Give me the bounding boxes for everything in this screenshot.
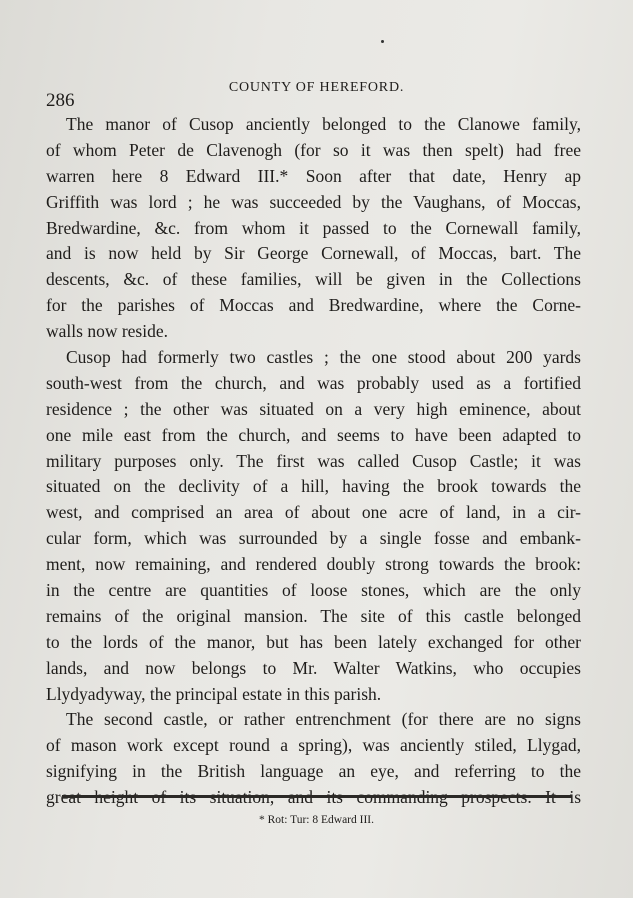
text-line: ment, now remaining, and rendered doubly strong towards the brook: (46, 554, 581, 575)
text-line: signifying in the British language an eye, and referring to the (46, 761, 581, 782)
text-line: The manor of Cusop anciently belonged to the Clanowe family, (66, 114, 581, 134)
text-line: cular form, which was surrounded by a single fosse and embank- (46, 528, 581, 549)
text-line: Llydyadyway, the principal estate in this parish. (46, 683, 382, 704)
text-line: military purposes only. The first was called Cusop Castle; it was (46, 450, 581, 471)
text-line: descents, &c. of these families, will be given in the Collections (46, 269, 581, 290)
body-text (46, 112, 581, 811)
text-line: great height of its situation, and its commanding prospects. It is (46, 787, 581, 808)
text-line: situated on the declivity of a hill, having the brook towards the (46, 476, 581, 497)
text-line: remains of the original mansion. The site of this castle belonged (46, 605, 581, 626)
text-line: and is now held by Sir George Cornewall, of Moccas, bart. The (46, 243, 581, 264)
text-line: Bredwardine, &c. from whom it passed to the Cornewall family, (46, 217, 581, 238)
page-number: 286 (46, 90, 75, 111)
text-line: one mile east from the church, and seems to have been adapted to (46, 424, 581, 445)
text-line: in the centre are quantities of loose stones, which are the only (46, 580, 581, 601)
footnote: * Rot: Tur: 8 Edward III. (259, 814, 374, 826)
ink-speck (381, 40, 384, 43)
text-line: Cusop had formerly two castles ; the one stood about 200 yards (66, 347, 581, 368)
text-line: south-west from the church, and was probably used as a fortified (46, 372, 581, 393)
text-line: walls now reside. (46, 321, 168, 342)
text-line: residence ; the other was situated on a very high eminence, about (46, 398, 581, 419)
text-line: The second castle, or rather entrenchment (for there are no signs (66, 709, 581, 730)
text-line: to the lords of the manor, but has been lately exchanged for other (46, 631, 581, 652)
text-line: of mason work except round a spring), was anciently stiled, Llygad, (46, 735, 581, 756)
text-line: west, and comprised an area of about one acre of land, in a cir- (46, 502, 581, 523)
text-line: lands, and now belongs to Mr. Walter Watkins, who occupies (46, 657, 581, 678)
text-line: warren here 8 Edward III.* Soon after that date, Henry ap (46, 165, 581, 186)
text-line: for the parishes of Moccas and Bredwardine, where the Corne- (46, 295, 581, 316)
footnote-rule (62, 795, 572, 798)
running-head: COUNTY OF HEREFORD. (228, 80, 405, 95)
text-line: of whom Peter de Clavenogh (for so it was then spelt) had free (46, 139, 581, 160)
text-line: Griffith was lord ; he was succeeded by the Vaughans, of Moccas, (46, 191, 581, 212)
